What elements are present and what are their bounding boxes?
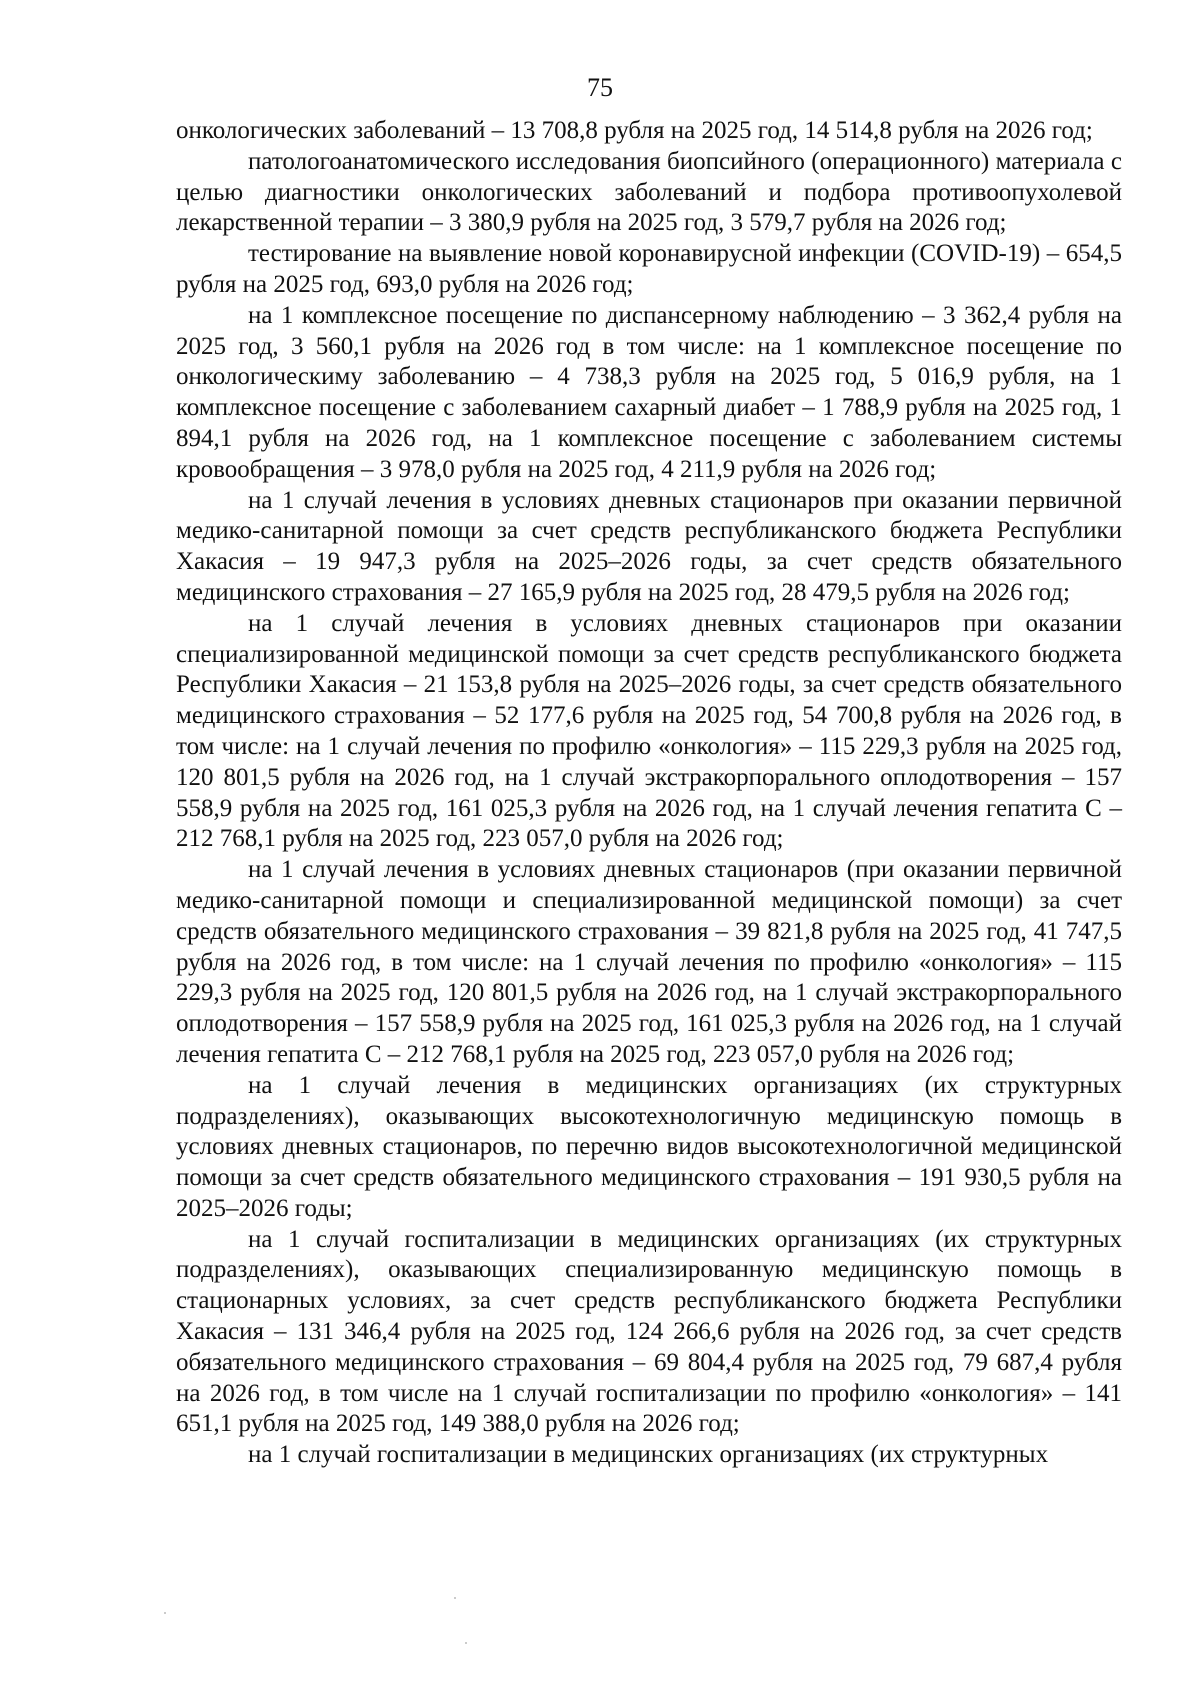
- paragraph: на 1 комплексное посещение по диспансерному наблюдению – 3 362,4 рубля на 2025 год, 3 560,1 рубля на 2026 год в том числе: на 1 комплексное посещение по онкологическиму заболеванию – 4 738,3 рубля на 2025 год, 5 016,9 рубля, на 1 комплексное посещение с заболеванием сахарный диабет – 1 788,9 рубля на 2025 год, 1 894,1 рубля на 2026 год, на 1 комплексное посещение с заболеванием системы кровообращения – 3 978,0 рубля на 2025 год, 4 211,9 рубля на 2026 год;: [176, 301, 1122, 483]
- paragraph: на 1 случай лечения в условиях дневных стационаров при оказании специализированной медицинской помощи за счет средств республиканского бюджета Республики Хакасия – 21 153,8 рубля на 2025–2026 годы, за счет средств обязательного медицинского страхования – 52 177,6 рубля на 2025 год, 54 700,8 рубля на 2026 год, в том числе: на 1 случай лечения по профилю «онкология» – 115 229,3 рубля на 2025 год, 120 801,5 рубля на 2026 год, на 1 случай экстракорпорального оплодотворения – 157 558,9 рубля на 2025 год, 161 025,3 рубля на 2026 год, на 1 случай лечения гепатита С – 212 768,1 рубля на 2025 год, 223 057,0 рубля на 2026 год;: [176, 609, 1122, 853]
- paragraph-continuation: онкологических заболеваний – 13 708,8 рубля на 2025 год, 14 514,8 рубля на 2026 год;: [176, 117, 1093, 144]
- paragraph: на 1 случай лечения в условиях дневных стационаров при оказании первичной медико-санитарной помощи за счет средств республиканского бюджета Республики Хакасия – 19 947,3 рубля на 2025–2026 годы, за счет средств обязательного медицинского страхования – 27 165,9 рубля на 2025 год, 28 479,5 рубля на 2026 год;: [176, 486, 1122, 606]
- paragraph: на 1 случай госпитализации в медицинских организациях (их структурных подразделениях), оказывающих специализированную медицинскую помощь в стационарных условиях, за счет средств республиканского бюджета Республики Хакасия – 131 346,4 рубля на 2025 год, 124 266,6 рубля на 2026 год, за счет средств обязательного медицинского страхования – 69 804,4 рубля на 2025 год, 79 687,4 рубля на 2026 год, в том числе на 1 случай госпитализации по профилю «онкология» – 141 651,1 рубля на 2025 год, 149 388,0 рубля на 2026 год;: [176, 1225, 1122, 1438]
- paragraph: патологоанатомического исследования биопсийного (операционного) материала с целью диагностики онкологических заболеваний и подбора противоопухолевой лекарственной терапии – 3 380,9 рубля на 2025 год, 3 579,7 рубля на 2026 год;: [176, 147, 1122, 237]
- scan-speck: [454, 1597, 456, 1599]
- paragraph: тестирование на выявление новой коронавирусной инфекции (COVID-19) – 654,5 рубля на 2025 год, 693,0 рубля на 2026 год;: [176, 240, 1122, 298]
- page-number: 75: [587, 73, 613, 102]
- paragraph: на 1 случай лечения в медицинских организациях (их структурных подразделениях), оказывающих высокотехнологичную медицинскую помощь в условиях дневных стационаров, по перечню видов высокотехнологичной медицинской помощи за счет средств обязательного медицинского страхования – 191 930,5 рубля на 2025–2026 годы;: [176, 1071, 1122, 1222]
- scan-speck: [465, 1642, 467, 1644]
- document-body: [176, 116, 1122, 1471]
- paragraph-truncated: на 1 случай госпитализации в медицинских организациях (их структурных: [248, 1441, 1049, 1469]
- paragraph: на 1 случай лечения в условиях дневных стационаров (при оказании первичной медико-санитарной помощи и специализированной медицинской помощи) за счет средств обязательного медицинского страхования – 39 821,8 рубля на 2025 год, 41 747,5 рубля на 2026 год, в том числе: на 1 случай лечения по профилю «онкология» – 115 229,3 рубля на 2025 год, 120 801,5 рубля на 2026 год, на 1 случай экстракорпорального оплодотворения – 157 558,9 рубля на 2025 год, 161 025,3 рубля на 2026 год, на 1 случай лечения гепатита С – 212 768,1 рубля на 2025 год, 223 057,0 рубля на 2026 год;: [176, 856, 1122, 1068]
- scan-speck: [164, 1612, 166, 1614]
